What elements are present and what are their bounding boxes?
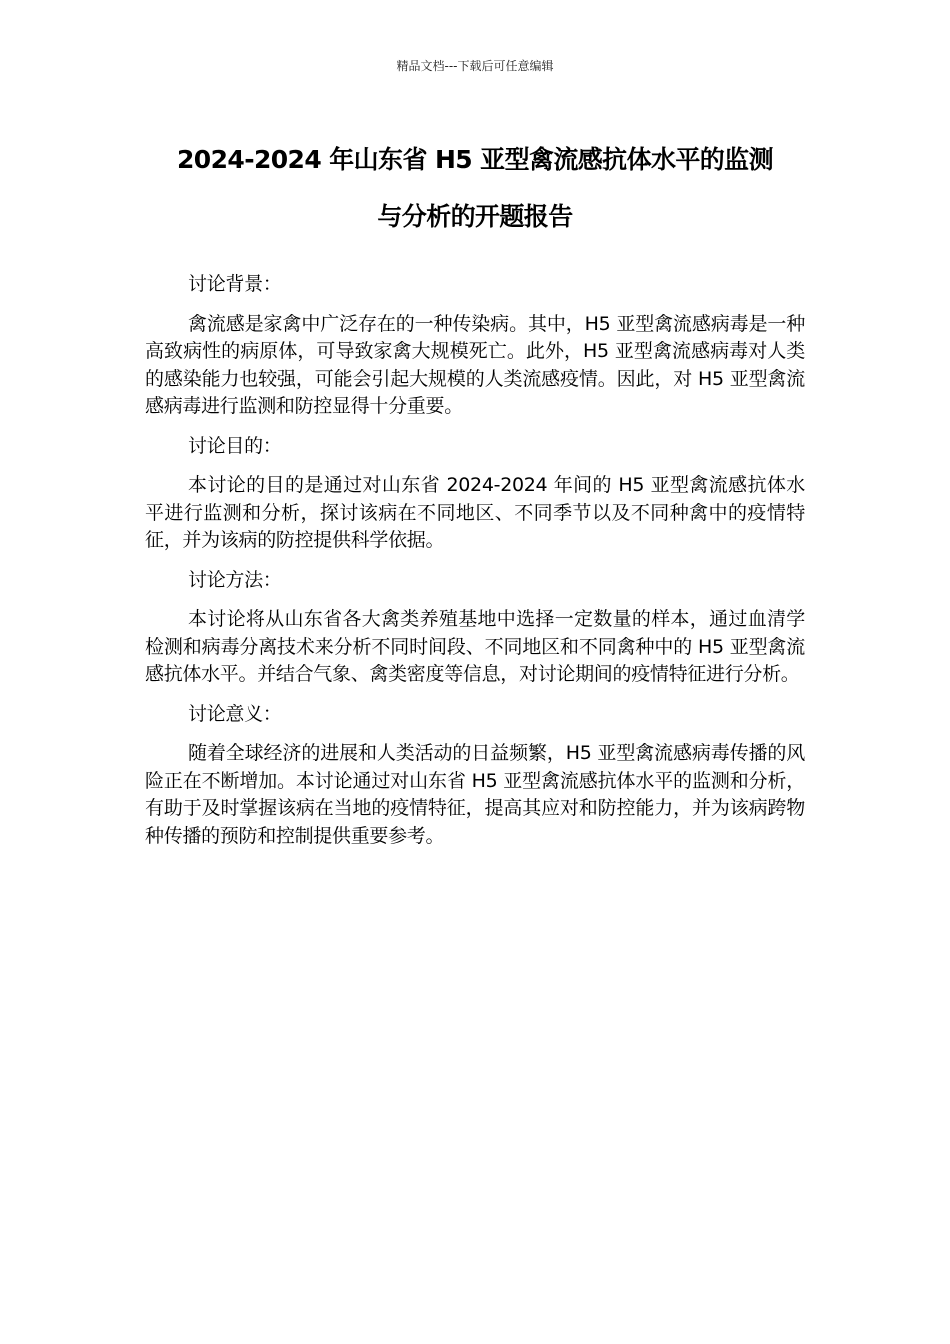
section-paragraph-method: 本讨论将从山东省各大禽类养殖基地中选择一定数量的样本，通过血清学检测和病毒分离技术来分析不同时间段、不同地区和不同禽种中的 H5 亚型禽流感抗体水平。并结合气象、禽类密度等信息，对讨论期间的疫情特征进行分析。 bbox=[145, 608, 805, 685]
section-heading-background: 讨论背景： bbox=[188, 273, 282, 295]
document-title-line-2: 与分析的开题报告 bbox=[377, 202, 573, 231]
section-paragraph-background: 禽流感是家禽中广泛存在的一种传染病。其中，H5 亚型禽流感病毒是一种高致病性的病原体，可导致家禽大规模死亡。此外，H5 亚型禽流感病毒对人类的感染能力也较强，可能会引起大规模的人类流感疫情。因此，对 H5 亚型禽流感病毒进行监测和防控显得十分重要。 bbox=[145, 312, 805, 417]
document-body bbox=[145, 271, 805, 862]
document-title-line-1: 2024-2024 年山东省 H5 亚型禽流感抗体水平的监测 bbox=[177, 145, 773, 174]
section-heading-method: 讨论方法： bbox=[188, 568, 282, 591]
section-paragraph-significance: 随着全球经济的进展和人类活动的日益频繁，H5 亚型禽流感病毒传播的风险正在不断增加。本讨论通过对山东省 H5 亚型禽流感抗体水平的监测和分析，有助于及时掌握该病在当地的疫情特征，提高其应对和防控能力，并为该病跨物种传播的预防和控制提供重要参考。 bbox=[145, 742, 805, 847]
section-heading-significance: 讨论意义： bbox=[188, 702, 282, 725]
header-note: 精品文档---下载后可任意编辑 bbox=[396, 59, 554, 73]
section-heading-purpose: 讨论目的： bbox=[188, 434, 282, 457]
section-paragraph-purpose: 本讨论的目的是通过对山东省 2024-2024 年间的 H5 亚型禽流感抗体水平进行监测和分析，探讨该病在不同地区、不同季节以及不同种禽中的疫情特征，并为该病的防控提供科学依据。 bbox=[145, 474, 805, 551]
